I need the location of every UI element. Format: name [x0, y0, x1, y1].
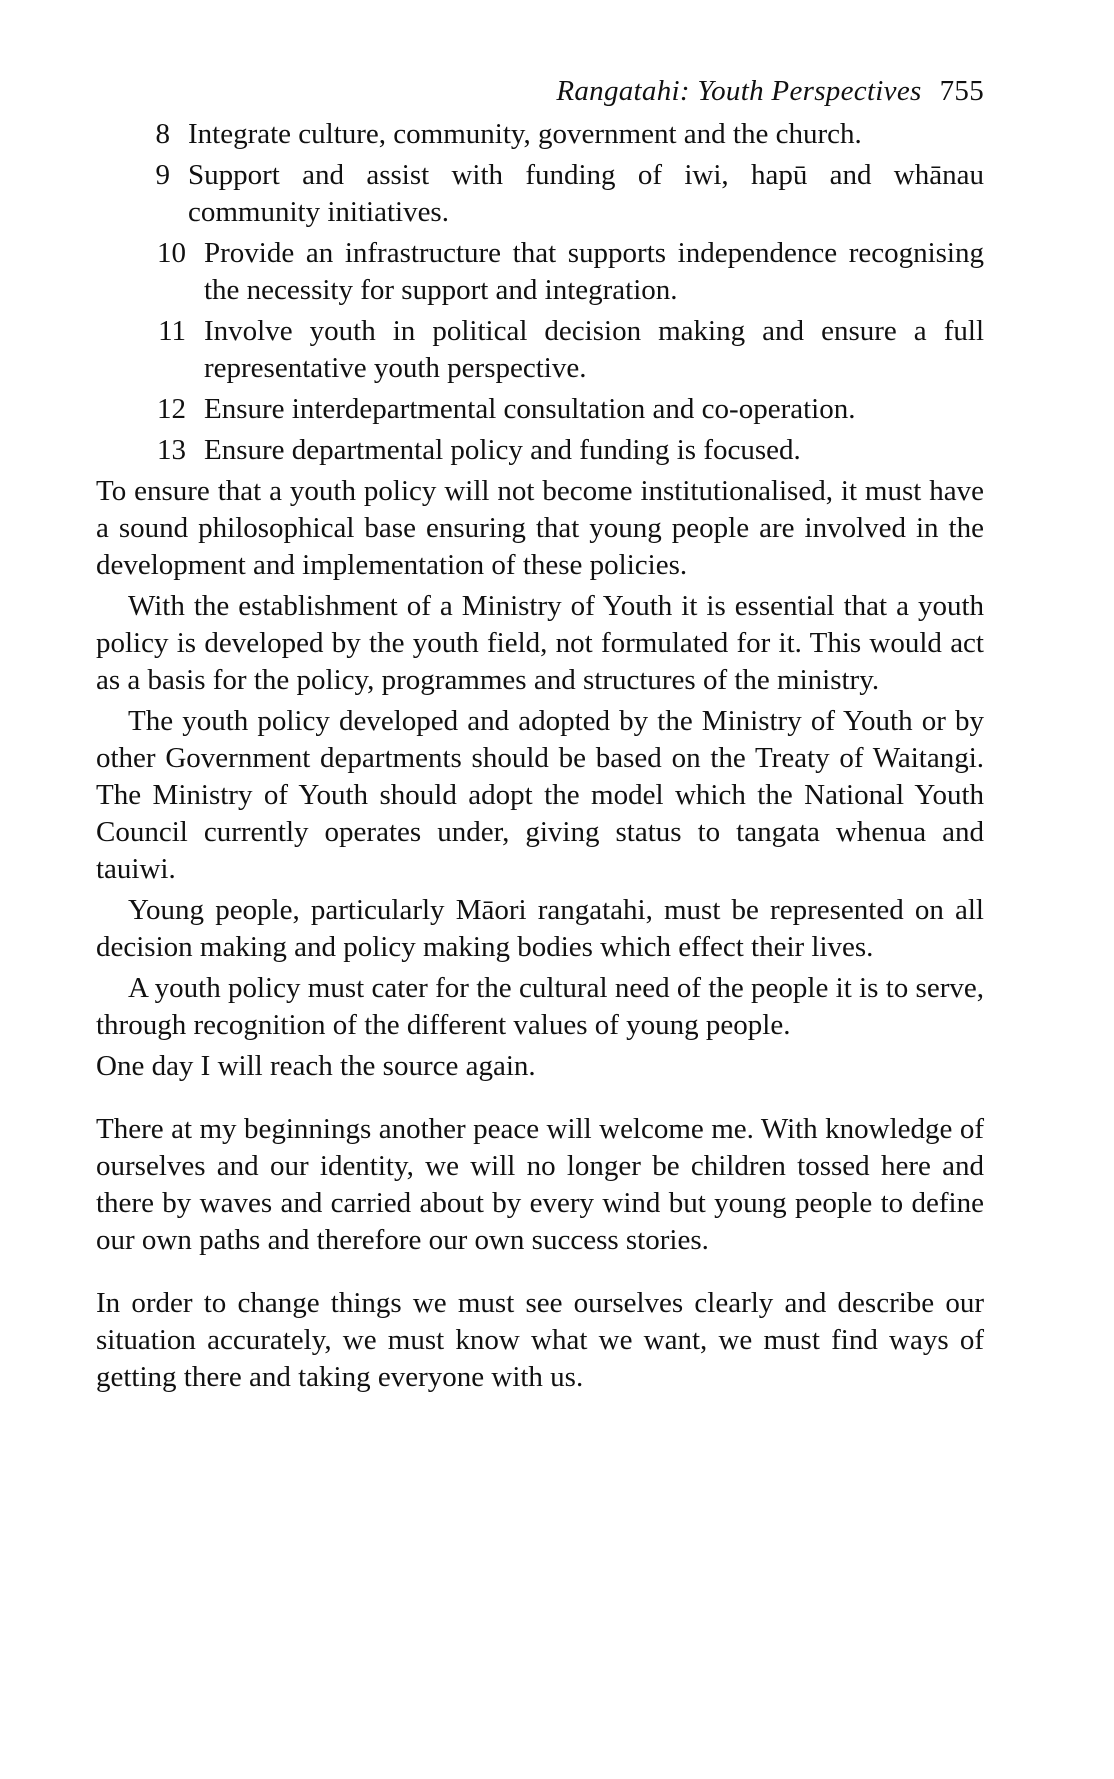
list-item-number: 8 [155, 118, 170, 150]
running-header [96, 74, 984, 108]
list-item-text: Provide an infrastructure that supports independence recognising the necessity for support and integration. [204, 237, 984, 306]
body-paragraph: The youth policy developed and adopted by the Ministry of Youth or by other Government departments should be based on the Treaty of Waitangi. The Ministry of Youth should adopt the model which the National Youth Council currently operates under, giving status to tangata whenua and tauiwi. [96, 705, 984, 885]
body-paragraph: To ensure that a youth policy will not become institutionalised, it must have a sound philosophical base ensuring that young people are involved in the development and implementation of these policies. [96, 475, 984, 581]
list-item [96, 157, 984, 231]
book-page [96, 74, 984, 1400]
list-item-number: 10 [157, 237, 186, 269]
policy-recommendations-list [96, 116, 984, 469]
body-paragraph: There at my beginnings another peace will welcome me. With knowledge of ourselves and our identity, we will no longer be children tossed here and there by waves and carried about by every wind but young people to define our own paths and therefore our own success stories. [96, 1113, 984, 1256]
list-item-number: 11 [158, 315, 186, 347]
body-paragraph: In order to change things we must see ourselves clearly and describe our situation accurately, we must know what we want, we must find ways of getting there and taking everyone with us. [96, 1287, 984, 1393]
running-title: Rangatahi: Youth Perspectives [556, 75, 922, 107]
list-item-text: Integrate culture, community, government and the church. [188, 118, 862, 150]
body-paragraph: Young people, particularly Māori rangatahi, must be represented on all decision making and policy making bodies which effect their lives. [96, 894, 984, 963]
body-paragraph: With the establishment of a Ministry of Youth it is essential that a youth policy is developed by the youth field, not formulated for it. This would act as a basis for the policy, programmes and structures of the ministry. [96, 590, 984, 696]
body-paragraph: One day I will reach the source again. [96, 1050, 536, 1082]
list-item-number: 12 [157, 393, 186, 425]
list-item [96, 313, 984, 387]
list-item-text: Support and assist with funding of iwi, hapū and whānau community initiatives. [188, 159, 984, 228]
list-item-number: 13 [157, 434, 186, 466]
list-item-text: Ensure interdepartmental consultation and co-operation. [204, 393, 856, 425]
list-item [96, 391, 984, 428]
list-item [96, 432, 984, 469]
body-paragraph: A youth policy must cater for the cultural need of the people it is to serve, through recognition of the different values of young people. [96, 972, 984, 1041]
list-item-text: Involve youth in political decision making and ensure a full representative youth perspective. [204, 315, 984, 384]
list-item-number: 9 [155, 159, 170, 191]
list-item [96, 116, 984, 153]
list-item [96, 235, 984, 309]
page-number: 755 [939, 75, 984, 107]
list-item-text: Ensure departmental policy and funding is focused. [204, 434, 801, 466]
